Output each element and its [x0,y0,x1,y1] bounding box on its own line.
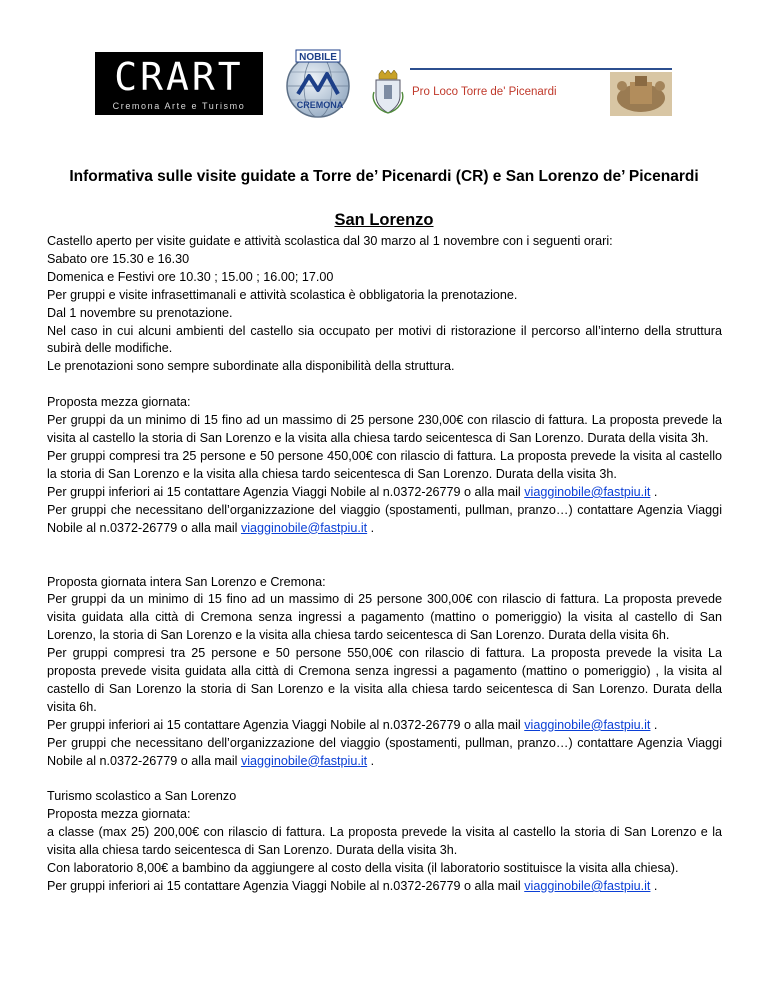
coat-of-arms-logo [371,70,405,114]
contact-text: Per gruppi che necessitano dell’organizzazione del viaggio (spostamenti, pullman, pranzo…) contattare Agenzia Viaggi Nobile al n.0372-26779 o alla mail [47,735,722,768]
mezza-giornata-travel-contact [47,502,722,538]
contact-text: Per gruppi che necessitano dell’organizzazione del viaggio (spostamenti, pullman, pranzo…) contattare Agenzia Viaggi Nobile al n.0372-26779 o alla mail [47,502,722,535]
contact-text: Per gruppi inferiori ai 15 contattare Agenzia Viaggi Nobile al n.0372-26779 o alla mail [47,717,525,732]
nobile-logo-top-text: NOBILE [299,52,337,63]
proloco-logo-text: Pro Loco Torre de' Picenardi [412,86,557,98]
crart-logo [95,52,263,115]
intro-line: Le prenotazioni sono sempre subordinate alla disponibilità della struttura. [47,359,455,374]
intro-line: Per gruppi e visite infrasettimanali e attività scolastica è obbligatoria la prenotazione. [47,287,518,302]
contact-end: . [650,717,658,732]
section-title-san-lorenzo: San Lorenzo [334,211,434,229]
mezza-giornata-paragraph: Per gruppi da un minimo di 15 fino ad un massimo di 25 persone 230,00€ con rilascio di fattura. La proposta prevede la visita al castello la storia di San Lorenzo e la visita alla chiesa tardo seicentesca di San Lorenzo. Durata della visita 3h. [47,413,722,446]
scolastico-paragraph: Con laboratorio 8,00€ a bambino da aggiungere al costo della visita (il laboratorio sostituisce la visita alla chiesa). [47,861,679,876]
nobile-globe-logo [278,44,358,124]
logo-strip [0,44,768,124]
contact-end: . [650,879,658,893]
intro-line: Nel caso in cui alcuni ambienti del castello sia occupato per motivi di ristorazione il percorso all’interno della struttura subirà delle modifiche. [47,323,722,356]
email-link[interactable]: viagginobile@fastpiu.it [240,753,368,768]
giornata-intera-contact [47,717,722,735]
email-link[interactable]: viagginobile@fastpiu.it [524,879,651,893]
mezza-giornata-contact [47,484,722,502]
intro-line: Sabato ore 15.30 e 16.30 [47,251,190,266]
crart-logo-word: CRART [114,55,244,99]
contact-text: Per gruppi inferiori ai 15 contattare Agenzia Viaggi Nobile al n.0372-26779 o alla mail [47,879,525,893]
nobile-logo-bottom-text: CREMONA [296,100,344,110]
document-body [47,233,722,896]
scolastico-subheading: Proposta mezza giornata: [47,807,191,822]
contact-end: . [650,484,658,499]
document-title: Informativa sulle visite guidate a Torre de’ Picenardi (CR) e San Lorenzo de’ Picenardi [69,168,699,185]
mezza-giornata-heading: Proposta mezza giornata: [47,395,191,410]
email-link[interactable]: viagginobile@fastpiu.it [524,717,651,732]
intro-line: Dal 1 novembre su prenotazione. [47,305,233,320]
email-link[interactable]: viagginobile@fastpiu.it [240,520,368,535]
proloco-castle-picture-icon [610,72,672,116]
intro-line: Domenica e Festivi ore 10.30 ; 15.00 ; 16.00; 17.00 [47,269,334,284]
scolastico-heading: Turismo scolastico a San Lorenzo [47,789,237,804]
giornata-intera-paragraph: Per gruppi compresi tra 25 persone e 50 persone 550,00€ con rilascio di fattura. La proposta prevede la visita La proposta prevede visita guidata alla città di Cremona senza ingressi a pagamento (mattino o pomeriggio) , la visita al castello di San Lorenzo la storia di San Lorenzo e la visita alla chiesa tardo seicentesca di San Lorenzo. Durata della visita 6h. [47,646,722,714]
contact-end: . [367,753,375,768]
email-link[interactable]: viagginobile@fastpiu.it [524,484,651,499]
proloco-logo [410,68,672,120]
mezza-giornata-paragraph: Per gruppi compresi tra 25 persone e 50 persone 450,00€ con rilascio di fattura. La proposta prevede la visita al castello la storia di San Lorenzo e la visita alla chiesa tardo seicentesca di San Lorenzo. Durata della visita 3h. [47,448,722,481]
giornata-intera-paragraph: Per gruppi da un minimo di 15 fino ad un massimo di 25 persone 300,00€ con rilascio di fattura. La proposta prevede visita guidata alla città di Cremona senza ingressi a pagamento (mattino o pomeriggio) la visita al castello di San Lorenzo, la storia di San Lorenzo e la visita alla chiesa tardo seicentesca di San Lorenzo. Durata della visita 6h. [47,592,722,643]
giornata-intera-travel-contact [47,735,722,771]
giornata-intera-heading: Proposta giornata intera San Lorenzo e Cremona: [47,574,326,589]
contact-end: . [367,520,375,535]
scolastico-contact [47,878,722,896]
crart-logo-subtitle: Cremona Arte e Turismo [112,101,246,111]
scolastico-paragraph: a classe (max 25) 200,00€ con rilascio di fattura. La proposta prevede la visita al castello la storia di San Lorenzo e la visita alla chiesa tardo seicentesca di San Lorenzo. Durata della visita 3h. [47,825,722,858]
contact-text: Per gruppi inferiori ai 15 contattare Agenzia Viaggi Nobile al n.0372-26779 o alla mail [47,484,525,499]
intro-line: Castello aperto per visite guidate e attività scolastica dal 30 marzo al 1 novembre con i seguenti orari: [47,234,613,248]
